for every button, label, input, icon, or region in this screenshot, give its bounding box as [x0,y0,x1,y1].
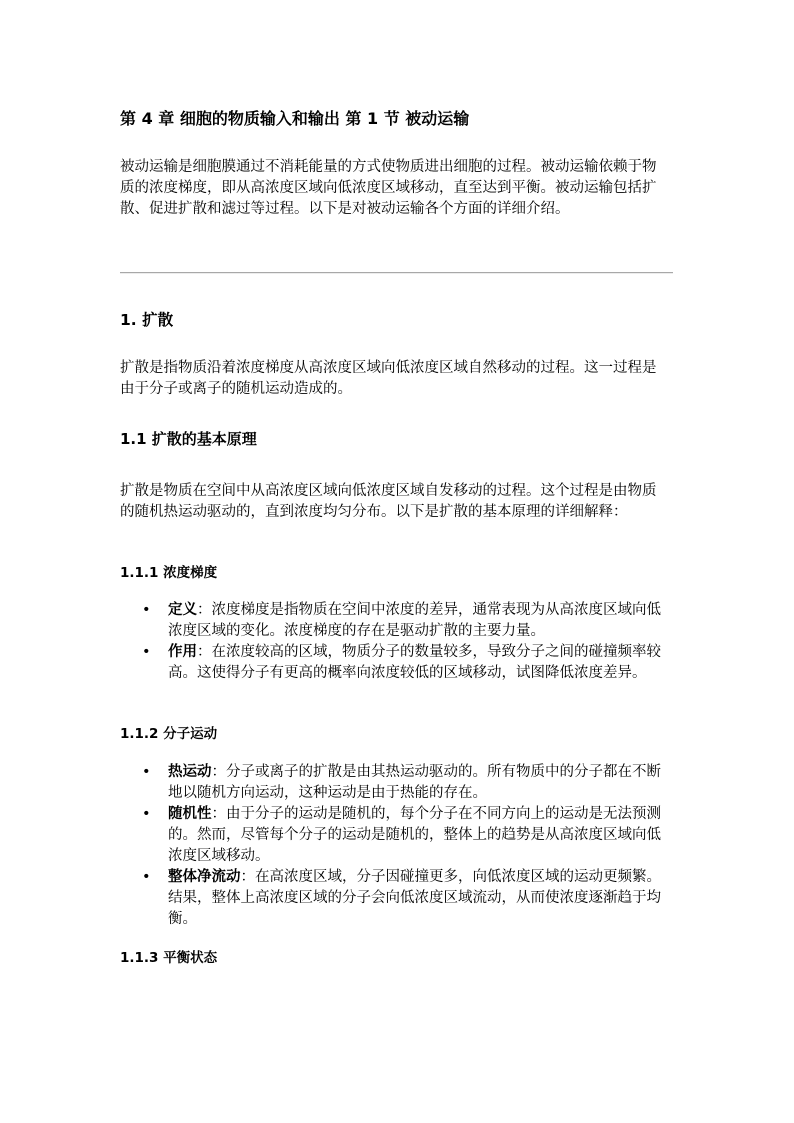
list-item-text: ：浓度梯度是指物质在空间中浓度的差异，通常表现为从高浓度区域向低浓度区域的变化。浓度梯度的存在是驱动扩散的主要力量。 [168,602,661,639]
bullet-icon: • [142,644,151,660]
principles-paragraph: 扩散是物质在空间中从高浓度区域向低浓度区域自发移动的过程。这个过程是由物质的随机热运动驱动的，直到浓度均匀分布。以下是扩散的基本原理的详细解释： [120,483,657,520]
list-item [120,867,670,930]
section-heading-diffusion: 1. 扩散 [120,311,174,329]
heading-concentration-gradient: 1.1.1 浓度梯度 [120,565,218,581]
list-item [120,600,670,642]
list-item-text: ：在高浓度区域，分子因碰撞更多，向低浓度区域的运动更频繁。结果，整体上高浓度区域的分子会向低浓度区域流动，从而使浓度逐渐趋于均衡。 [168,869,661,927]
heading-molecular-motion: 1.1.2 分子运动 [120,726,218,742]
bullet-icon: • [142,869,151,885]
list-item-text: ：分子或离子的扩散是由其热运动驱动的。所有物质中的分子都在不断地以随机方向运动，这种运动是由于热能的存在。 [168,764,661,801]
concentration-gradient-list [120,600,670,684]
list-item-text: ：在浓度较高的区域，物质分子的数量较多，导致分子之间的碰撞频率较高。这使得分子有更高的概率向浓度较低的区域移动，试图降低浓度差异。 [168,644,661,681]
list-item-term: 随机性 [168,806,212,822]
list-item-term: 整体净流动 [168,869,241,885]
list-item [120,762,670,804]
horizontal-divider [120,272,673,274]
list-item-term: 定义 [168,602,197,618]
intro-paragraph: 被动运输是细胞膜通过不消耗能量的方式使物质进出细胞的过程。被动运输依赖于物质的浓度梯度，即从高浓度区域向低浓度区域移动，直至达到平衡。被动运输包括扩散、促进扩散和滤过等过程。以下是对被动运输各个方面的详细介绍。 [120,159,657,217]
list-item-text: ：由于分子的运动是随机的，每个分子在不同方向上的运动是无法预测的。然而，尽管每个分子的运动是随机的，整体上的趋势是从高浓度区域向低浓度区域移动。 [168,806,661,864]
bullet-icon: • [142,764,151,780]
subsection-heading-principles: 1.1 扩散的基本原理 [120,430,257,448]
list-item [120,642,670,684]
bullet-icon: • [142,806,151,822]
list-item-term: 作用 [168,644,197,660]
list-item [120,804,670,867]
molecular-motion-list [120,762,670,930]
diffusion-paragraph: 扩散是指物质沿着浓度梯度从高浓度区域向低浓度区域自然移动的过程。这一过程是由于分子或离子的随机运动造成的。 [120,360,657,397]
heading-equilibrium: 1.1.3 平衡状态 [120,950,218,966]
chapter-title: 第 4 章 细胞的物质输入和输出 第 1 节 被动运输 [120,109,470,128]
bullet-icon: • [142,602,151,618]
list-item-term: 热运动 [168,764,212,780]
